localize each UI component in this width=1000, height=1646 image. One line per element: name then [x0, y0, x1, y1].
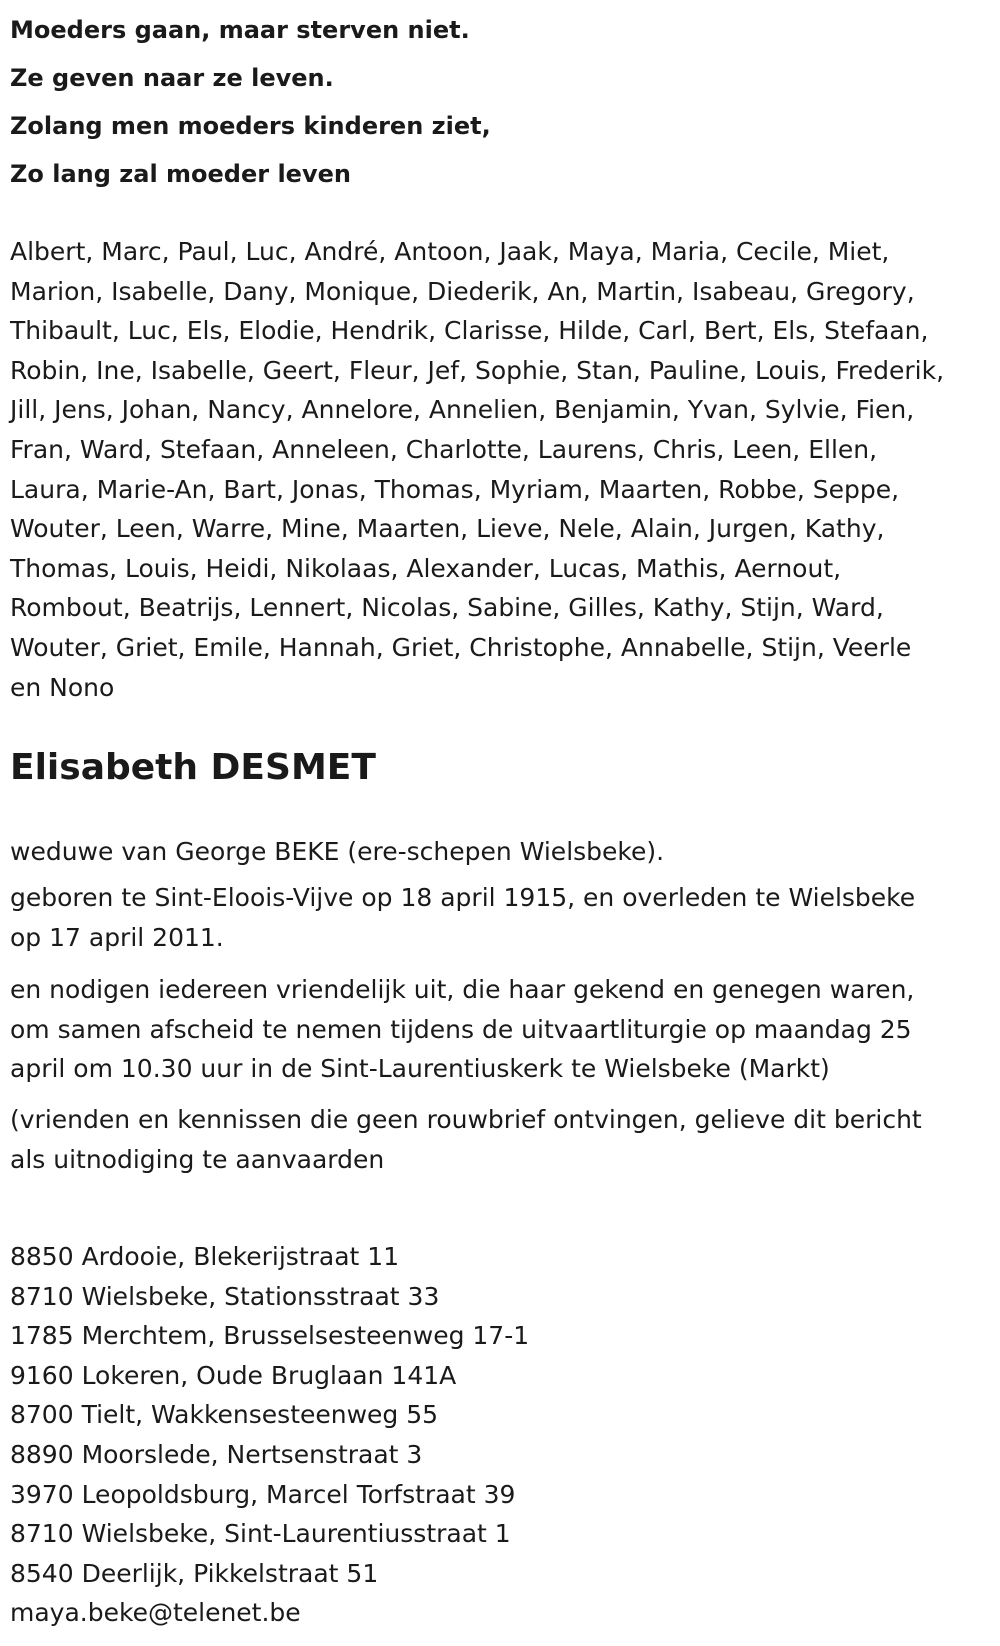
birth-death-line: geboren te Sint-Eloois-Vijve op 18 april 1915, en overleden te Wielsbeke	[10, 883, 916, 912]
names-line: Thibault, Luc, Els, Elodie, Hendrik, Clarisse, Hilde, Carl, Bert, Els, Stefaan,	[10, 316, 929, 346]
email-link[interactable]: maya.beke@telenet.be	[10, 1598, 301, 1628]
poem-line: Zolang men moeders kinderen ziet,	[10, 112, 491, 140]
birth-death-line: op 17 april 2011.	[10, 922, 224, 952]
address-item: 8700 Tielt, Wakkensesteenweg 55	[10, 1400, 439, 1430]
names-line: Robin, Ine, Isabelle, Geert, Fleur, Jef, Sophie, Stan, Pauline, Louis, Frederik,	[10, 355, 945, 385]
address-item: 8890 Moorslede, Nertsenstraat 3	[10, 1439, 423, 1469]
names-line: Rombout, Beatrijs, Lennert, Nicolas, Sabine, Gilles, Kathy, Stijn, Ward,	[10, 593, 884, 623]
family-names	[10, 232, 970, 707]
address-list	[10, 1237, 529, 1633]
note-line: (vrienden en kennissen die geen rouwbrief ontvingen, gelieve dit bericht	[10, 1105, 922, 1134]
poem-line: Moeders gaan, maar sterven niet.	[10, 16, 470, 44]
names-line: Wouter, Griet, Emile, Hannah, Griet, Christophe, Annabelle, Stijn, Veerle	[10, 632, 912, 662]
address-item: 3970 Leopoldsburg, Marcel Torfstraat 39	[10, 1479, 516, 1509]
names-line: Thomas, Louis, Heidi, Nikolaas, Alexander, Lucas, Mathis, Aernout,	[10, 553, 842, 583]
address-item: 9160 Lokeren, Oude Bruglaan 141A	[10, 1360, 457, 1390]
address-item: 8540 Deerlijk, Pikkelstraat 51	[10, 1558, 379, 1588]
email-item	[10, 1593, 529, 1633]
names-line: en Nono	[10, 672, 115, 702]
address-item: 8710 Wielsbeke, Stationsstraat 33	[10, 1281, 440, 1311]
invitation-line: en nodigen iedereen vriendelijk uit, die haar gekend en genegen waren,	[10, 975, 915, 1004]
birth-death-info	[10, 878, 975, 957]
invitation-note	[10, 1100, 975, 1179]
poem	[10, 6, 491, 198]
invitation-line: april om 10.30 uur in de Sint-Laurentiuskerk te Wielsbeke (Markt)	[10, 1054, 830, 1084]
funeral-invitation	[10, 970, 975, 1089]
address-item: 8710 Wielsbeke, Sint-Laurentiusstraat 1	[10, 1519, 511, 1549]
poem-line: Zo lang zal moeder leven	[10, 160, 351, 188]
names-line: Fran, Ward, Stefaan, Anneleen, Charlotte, Laurens, Chris, Leen, Ellen,	[10, 434, 878, 464]
names-line: Marion, Isabelle, Dany, Monique, Diederik, An, Martin, Isabeau, Gregory,	[10, 276, 915, 306]
note-line: als uitnodiging te aanvaarden	[10, 1144, 385, 1174]
names-line: Wouter, Leen, Warre, Mine, Maarten, Lieve, Nele, Alain, Jurgen, Kathy,	[10, 514, 885, 544]
address-item: 1785 Merchtem, Brusselsesteenweg 17-1	[10, 1321, 530, 1351]
names-line: Albert, Marc, Paul, Luc, André, Antoon, Jaak, Maya, Maria, Cecile, Miet,	[10, 237, 890, 266]
poem-line: Ze geven naar ze leven.	[10, 64, 334, 92]
address-item: 8850 Ardooie, Blekerijstraat 11	[10, 1242, 400, 1271]
names-line: Laura, Marie-An, Bart, Jonas, Thomas, Myriam, Maarten, Robbe, Seppe,	[10, 474, 900, 504]
widow-text: weduwe van George BEKE (ere-schepen Wielsbeke).	[10, 837, 665, 866]
widow-line	[10, 832, 975, 872]
deceased-name: Elisabeth DESMET	[10, 747, 376, 788]
invitation-line: om samen afscheid te nemen tijdens de uitvaartliturgie op maandag 25	[10, 1014, 912, 1044]
names-line: Jill, Jens, Johan, Nancy, Annelore, Annelien, Benjamin, Yvan, Sylvie, Fien,	[10, 395, 915, 425]
